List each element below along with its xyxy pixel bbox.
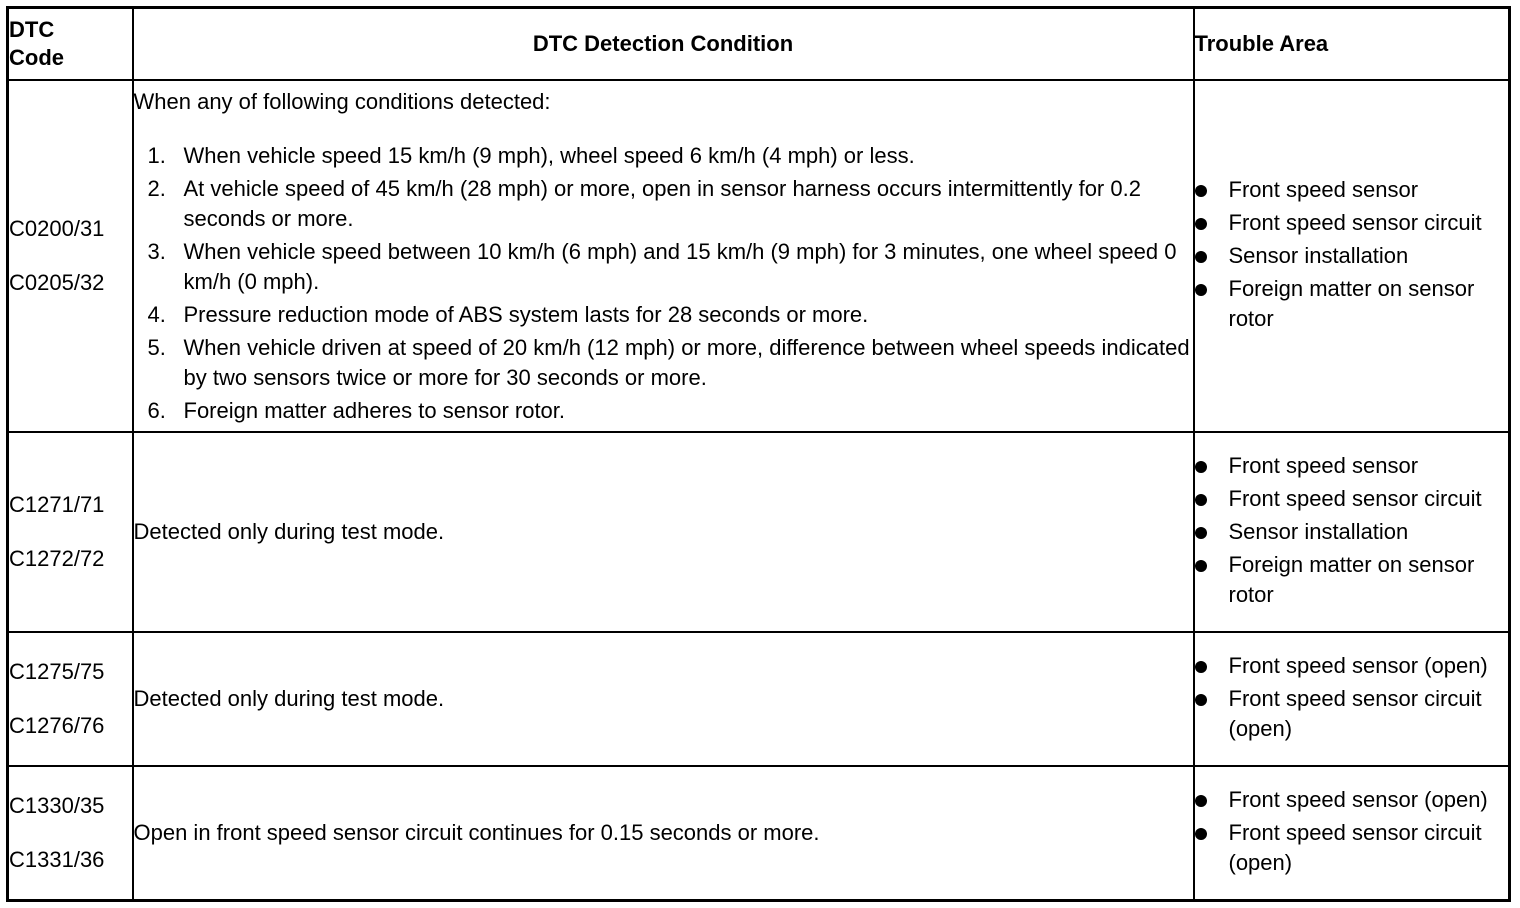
list-item: Foreign matter on sensor rotor bbox=[1195, 274, 1509, 334]
bullet-icon bbox=[1195, 251, 1207, 263]
list-item: 4. Pressure reduction mode of ABS system lasts for 28 seconds or more. bbox=[147, 301, 869, 327]
list-item: Front speed sensor (open) bbox=[1195, 785, 1509, 815]
trouble-area-cell bbox=[1194, 766, 1510, 900]
list-item: 1. When vehicle speed 15 km/h (9 mph), wheel speed 6 km/h (4 mph) or less. bbox=[147, 142, 915, 168]
table-row bbox=[8, 766, 1510, 900]
list-item: 5. When vehicle driven at speed of 20 km/h (12 mph) or more, difference between wheel speeds indicated by two sensors twice or more for 30 seconds or more. bbox=[147, 334, 1190, 390]
dtc-code: C0205/32 bbox=[9, 269, 105, 295]
list-item: Front speed sensor circuit (open) bbox=[1195, 818, 1509, 878]
trouble-area-list bbox=[1195, 651, 1509, 744]
detection-condition-cell: Detected only during test mode. bbox=[133, 632, 1194, 766]
list-item: Sensor installation bbox=[1195, 241, 1509, 271]
bullet-icon bbox=[1195, 828, 1207, 840]
condition-intro: When any of following conditions detected: bbox=[133, 88, 551, 114]
bullet-icon bbox=[1195, 185, 1207, 197]
dtc-table bbox=[6, 6, 1511, 902]
detection-condition-cell bbox=[133, 80, 1194, 432]
trouble-area-cell bbox=[1194, 432, 1510, 632]
dtc-code: C1271/71 bbox=[9, 492, 105, 518]
list-item: 3. When vehicle speed between 10 km/h (6 mph) and 15 km/h (9 mph) for 3 minutes, one wheel speed 0 km/h (0 mph). bbox=[147, 238, 1177, 294]
bullet-icon bbox=[1195, 218, 1207, 230]
dtc-code: C1331/36 bbox=[9, 847, 105, 873]
bullet-icon bbox=[1195, 284, 1207, 296]
bullet-icon bbox=[1195, 461, 1207, 473]
bullet-icon bbox=[1195, 694, 1207, 706]
header-dtc-code: DTC Code bbox=[8, 8, 133, 80]
trouble-area-list bbox=[1195, 451, 1509, 610]
dtc-code: C1275/75 bbox=[9, 659, 105, 685]
list-item: Front speed sensor (open) bbox=[1195, 651, 1509, 681]
bullet-icon bbox=[1195, 795, 1207, 807]
dtc-code: C1330/35 bbox=[9, 793, 105, 819]
list-item: 2. At vehicle speed of 45 km/h (28 mph) or more, open in sensor harness occurs intermittently for 0.2 seconds or more. bbox=[147, 175, 1141, 231]
dtc-code: C1272/72 bbox=[9, 546, 105, 572]
header-trouble-area: Trouble Area bbox=[1194, 8, 1510, 80]
trouble-area-cell bbox=[1194, 632, 1510, 766]
detection-condition-cell: Open in front speed sensor circuit continues for 0.15 seconds or more. bbox=[133, 766, 1194, 900]
bullet-icon bbox=[1195, 560, 1207, 572]
table-row bbox=[8, 80, 1510, 432]
trouble-area-list bbox=[1195, 175, 1509, 334]
dtc-code-cell bbox=[8, 80, 133, 432]
dtc-code: C0200/31 bbox=[9, 215, 105, 241]
detection-condition-cell: Detected only during test mode. bbox=[133, 432, 1194, 632]
list-item: 6. Foreign matter adheres to sensor rotor. bbox=[147, 397, 566, 423]
header-detection-condition: DTC Detection Condition bbox=[133, 8, 1194, 80]
list-item: Front speed sensor bbox=[1195, 451, 1509, 481]
bullet-icon bbox=[1195, 661, 1207, 673]
table-header-row bbox=[8, 8, 1510, 80]
list-item: Front speed sensor circuit (open) bbox=[1195, 684, 1509, 744]
list-item: Front speed sensor bbox=[1195, 175, 1509, 205]
dtc-code: C1276/76 bbox=[9, 713, 105, 739]
bullet-icon bbox=[1195, 527, 1207, 539]
list-item: Sensor installation bbox=[1195, 517, 1509, 547]
trouble-area-list bbox=[1195, 785, 1509, 878]
list-item: Front speed sensor circuit bbox=[1195, 484, 1509, 514]
dtc-code-cell bbox=[8, 432, 133, 632]
condition-list bbox=[134, 141, 1193, 426]
trouble-area-cell bbox=[1194, 80, 1510, 432]
table-row bbox=[8, 632, 1510, 766]
dtc-code-cell bbox=[8, 766, 133, 900]
bullet-icon bbox=[1195, 494, 1207, 506]
list-item: Front speed sensor circuit bbox=[1195, 208, 1509, 238]
list-item: Foreign matter on sensor rotor bbox=[1195, 550, 1509, 610]
table-row bbox=[8, 432, 1510, 632]
dtc-code-cell bbox=[8, 632, 133, 766]
